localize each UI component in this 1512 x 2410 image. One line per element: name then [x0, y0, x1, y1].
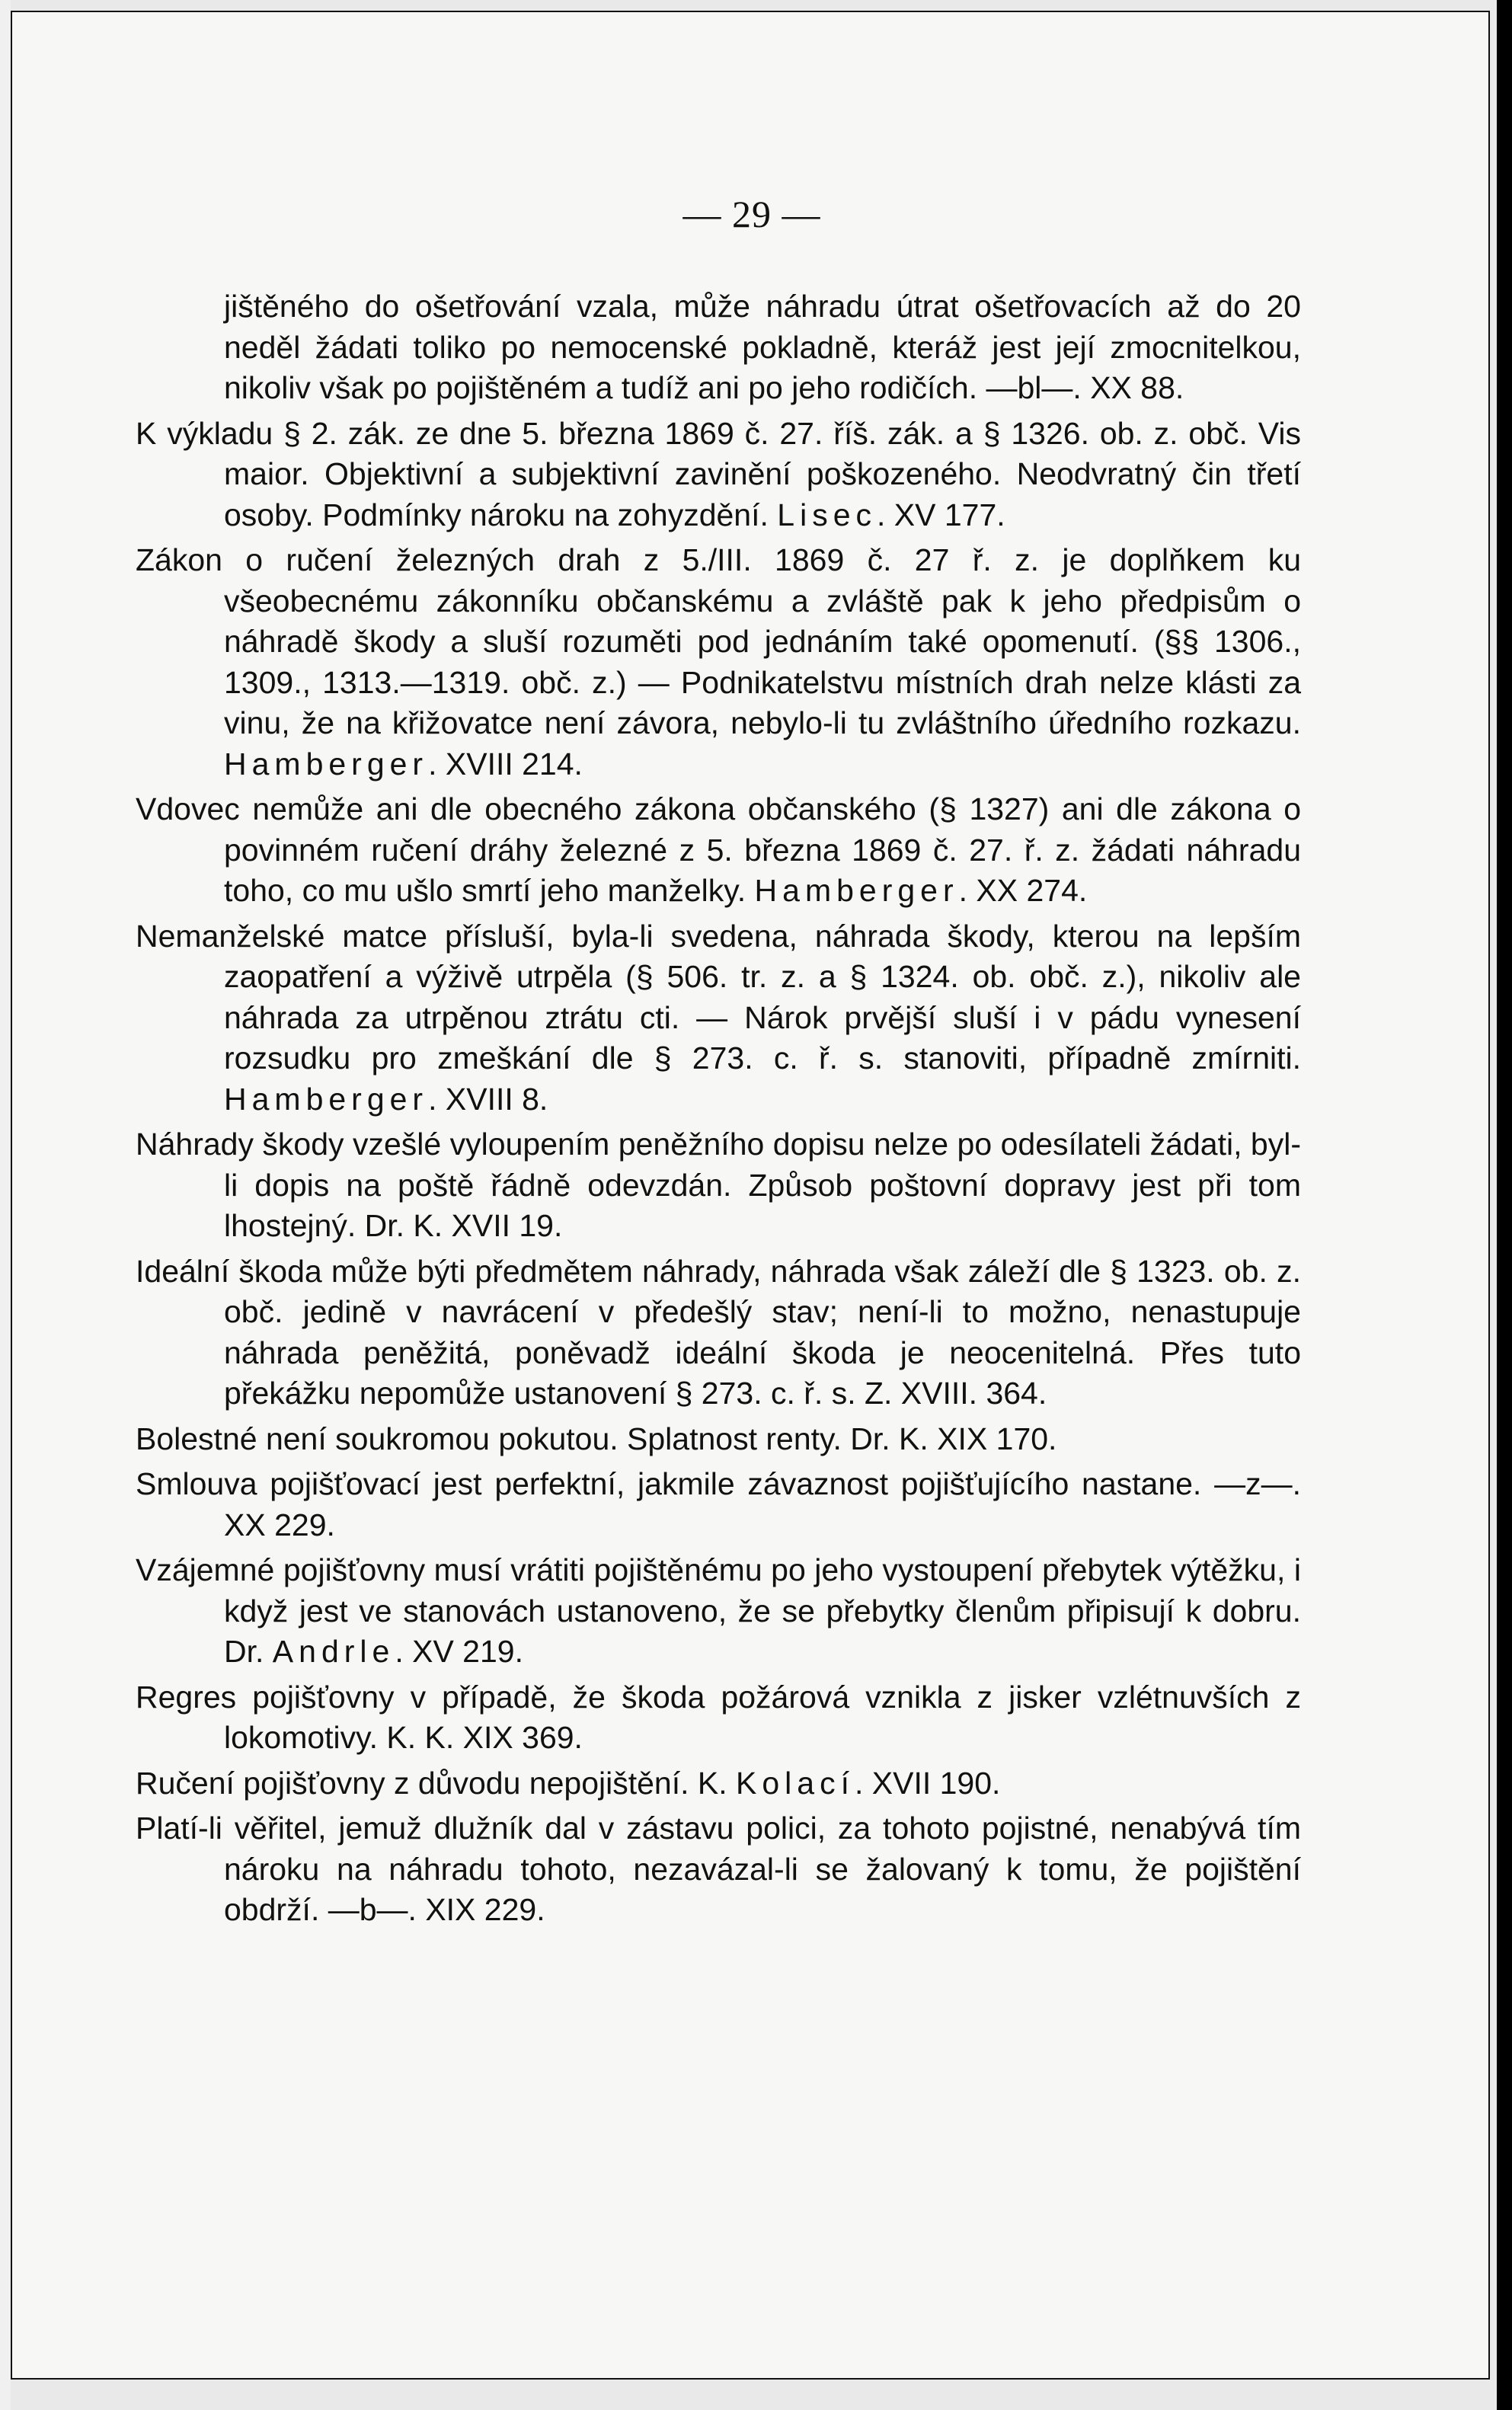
entry-author: Andrle	[272, 1634, 395, 1669]
entry-author: Kolací	[736, 1765, 855, 1801]
entry-author: Lisec	[777, 497, 877, 532]
entry-citation: . XVIII 8.	[428, 1081, 548, 1117]
entry-text: Zákon o ručení železných drah z 5./III. 1869 č. 27 ř. z. je doplňkem ku všeobecnému zákonníku občanskému a zvláště pak k jeho předpisům o náhradě škody a sluší rozuměti pod jednáním také opomenutí. (§§ 1306., 1309., 1313.—1319. obč. z.) — Podnikatelstvu místních drah nelze klásti za vinu, že na křižovatce není závora, nebylo-li tu zvláštního úředního rozkazu.	[136, 542, 1301, 740]
entry-insurance-contract: Smlouva pojišťovací jest perfektní, jakmile závaznost pojišťujícího nastane. —z—. XX 229.	[136, 1466, 1301, 1542]
entry-citation: . XV 219.	[395, 1634, 523, 1669]
entry-text: Vzájemné pojišťovny musí vrátiti pojištěnému po jeho vystoupení přebytek výtěžku, i když jest ve stanovách ustanoveno, že se přebytky členům připisují k dobru. Dr.	[136, 1552, 1301, 1669]
entry-text: Vdovec nemůže ani dle obecného zákona občanského (§ 1327) ani dle zákona o povinném ručení dráhy železné z 5. března 1869 č. 27. ř. z. žádati náhradu toho, co mu ušlo smrtí jeho manželky.	[136, 791, 1301, 908]
entry-citation: . XVII 190.	[854, 1765, 1001, 1801]
entry-widower	[136, 789, 1301, 912]
page-body	[136, 286, 1301, 1935]
scan-right-edge	[1497, 0, 1512, 2410]
entry-ideal-damage: Ideální škoda může býti předmětem náhrady, náhrada však záleží dle § 1323. ob. z. obč. jedině v navrácení v předešlý stav; není-li to možno, nenastupuje náhrada peněžitá, poněvadž ideální škoda je neocenitelná. Přes tuto překážku nepomůže ustanovení § 273. c. ř. s. Z. XVIII. 364.	[136, 1253, 1301, 1411]
scan-left-margin	[0, 0, 11, 2410]
entry-citation: . XVIII 214.	[428, 746, 583, 781]
entry-text: Ručení pojišťovny z důvodu nepojištění. K.	[136, 1765, 737, 1801]
entry-recourse: Regres pojišťovny v případě, že škoda požárová vznikla z jisker vzlétnuvších z lokomotivy. K. K. XIX 369.	[136, 1679, 1301, 1755]
page-number: — 29 —	[682, 193, 821, 235]
entry-pain-compensation: Bolestné není soukromou pokutou. Splatnost renty. Dr. K. XIX 170.	[136, 1421, 1057, 1456]
entry-citation: . XV 177.	[877, 497, 1005, 532]
entry-author: Hamberger	[224, 746, 429, 781]
entry-citation: . XX 274.	[958, 873, 1088, 908]
entry-vis-maior	[136, 414, 1301, 536]
entry-author: Hamberger	[754, 873, 959, 908]
entry-postal-theft: Náhrady škody vzešlé vyloupením peněžního dopisu nelze po odesílateli žádati, byl-li dopis na poště řádně odevzdán. Způsob poštovní dopravy jest při tom lhostejný. Dr. K. XVII 19.	[136, 1127, 1301, 1243]
entry-creditor-premium: Platí-li věřitel, jemuž dlužník dal v zástavu polici, za tohoto pojistné, nenabývá tím nároku na náhradu tohoto, nezavázal-li se žalovaný k tomu, že pojištění obdrží. —b—. XIX 229.	[136, 1811, 1301, 1927]
entry-text: Nemanželské matce přísluší, byla-li svedena, náhrada škody, kterou na lepším zaopatření a výživě utrpěla (§ 506. tr. z. a § 1324. ob. obč. z.), nikoliv ale náhrada za utrpěnou ztrátu cti. — Nárok prvější sluší i v pádu vynesení rozsudku pro zmeškání dle § 273. c. ř. s. stanoviti, případně zmírniti.	[136, 918, 1301, 1076]
entry-railway-liability	[136, 540, 1301, 785]
entry-text: K výkladu § 2. zák. ze dne 5. března 1869 č. 27. říš. zák. a § 1326. ob. z. obč. Vis maior. Objektivní a subjektivní zavinění poškozeného. Neodvratný čin třetí osoby. Podmínky nároku na zohyzdění.	[136, 415, 1301, 532]
entry-author: Hamberger	[224, 1081, 429, 1117]
entry-mutual-insurers	[136, 1550, 1301, 1673]
book-page	[11, 11, 1490, 2380]
entry-continuation: jištěného do ošetřování vzala, může náhradu útrat ošetřovacích až do 20 neděl žádati toliko po nemocenské pokladně, kteráž jest její zmocnitelkou, nikoliv však po pojištěném a tudíž ani po jeho rodičích. —bl—. XX 88.	[224, 289, 1301, 405]
entry-illegitimate-mother	[136, 916, 1301, 1120]
entry-insurer-liability	[136, 1763, 1301, 1804]
